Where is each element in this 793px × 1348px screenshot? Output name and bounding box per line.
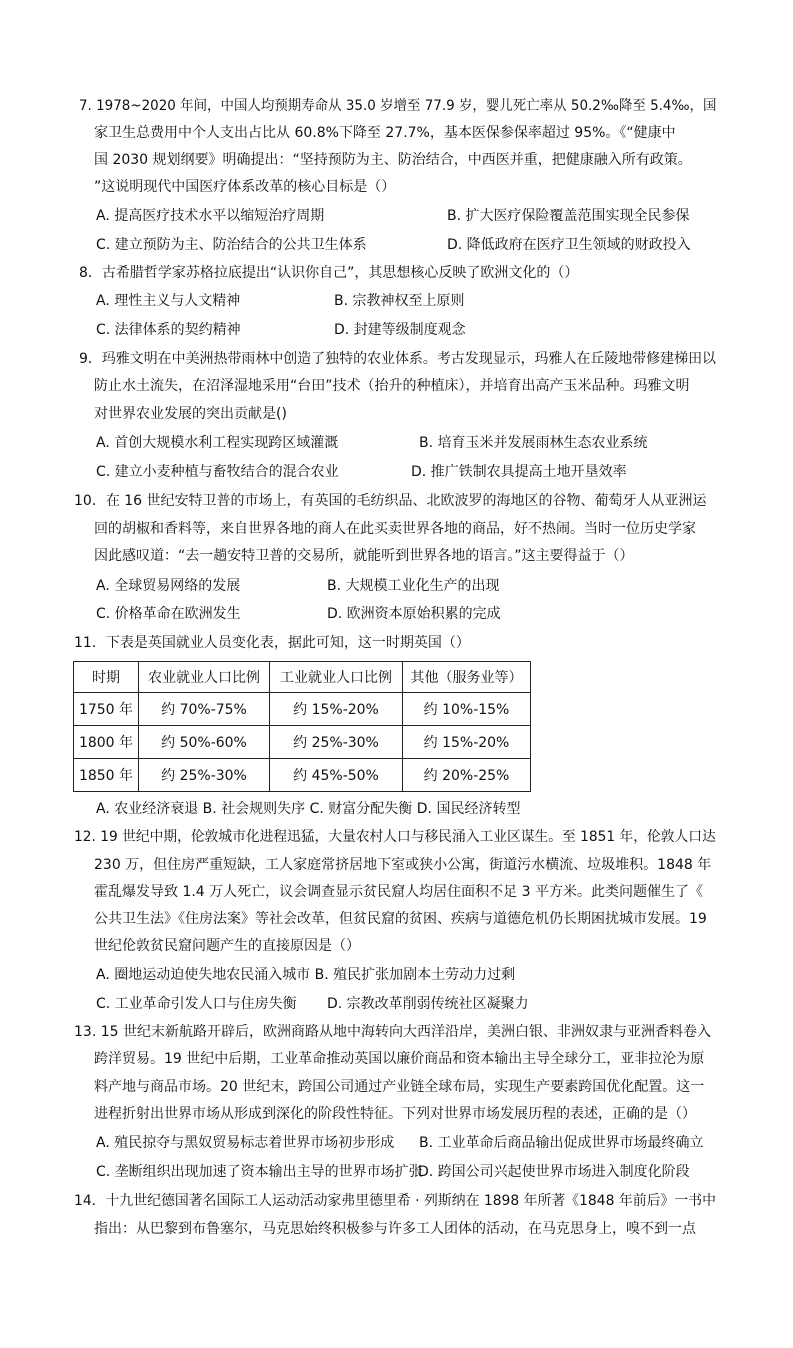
table-cell: 约 15%-20% xyxy=(270,693,403,726)
q7-option-c: C. 建立预防为主、防治结合的公共卫生体系 xyxy=(96,237,367,253)
q9-line-2: 防止水土流失，在沼泽湿地采用“台田”技术（抬升的种植床），并培育出高产玉米品种。玛雅文明 xyxy=(94,378,690,394)
table-cell: 约 45%-50% xyxy=(270,759,403,792)
q8-line-1: 8．古希腊哲学家苏格拉底提出“认识你自己”，其思想核心反映了欧洲文化的（） xyxy=(79,265,579,281)
q7-line-4: ”这说明现代中国医疗体系改革的核心目标是（） xyxy=(94,179,396,195)
q12-line-2: 230 万，但住房严重短缺，工人家庭常挤居地下室或狭小公寓，街道污水横流、垃圾堆积。1848 年 xyxy=(94,857,712,873)
q12-line-4: 公共卫生法》《住房法案》等社会改革，但贫民窟的贫困、疾病与道德危机仍长期困扰城市发展。19 xyxy=(94,911,707,927)
q10-line-3: 因此感叹道：“去一趟安特卫普的交易所，就能听到世界各地的语言。”这主要得益于（） xyxy=(94,548,634,564)
q13-line-2: 跨洋贸易。19 世纪中后期，工业革命推动英国以廉价商品和资本输出主导全球分工，亚非拉沦为原 xyxy=(94,1051,705,1067)
q10-option-d: D. 欧洲资本原始积累的完成 xyxy=(327,606,501,622)
q7-line-3: 国 2030 规划纲要》明确提出：“坚持预防为主、防治结合，中西医并重，把健康融入所有政策。 xyxy=(94,152,692,168)
q8-option-a: A. 理性主义与人文精神 xyxy=(96,293,241,309)
q7-option-b: B. 扩大医疗保险覆盖范围实现全民参保 xyxy=(447,208,690,224)
q9-option-c: C. 建立小麦种植与畜牧结合的混合农业 xyxy=(96,464,339,480)
table-cell: 约 70%-75% xyxy=(139,693,270,726)
q13-option-a: A. 殖民掠夺与黑奴贸易标志着世界市场初步形成 xyxy=(96,1135,395,1151)
table-cell: 约 10%-15% xyxy=(403,693,531,726)
table-cell: 1800 年 xyxy=(74,726,139,759)
q7-option-d: D. 降低政府在医疗卫生领域的财政投入 xyxy=(447,237,691,253)
table-cell: 1750 年 xyxy=(74,693,139,726)
table-header-cell: 时期 xyxy=(74,662,139,693)
table-header-row xyxy=(74,662,531,693)
q12-line-1: 12. 19 世纪中期，伦敦城市化进程迅猛，大量农村人口与移民涌入工业区谋生。至 1851 年，伦敦人口达 xyxy=(74,829,716,845)
table-cell: 约 50%-60% xyxy=(139,726,270,759)
q14-line-2: 指出：从巴黎到布鲁塞尔，马克思始终积极参与许多工人团体的活动，在马克思身上，嗅不到一点 xyxy=(94,1221,696,1237)
q9-line-3: 对世界农业发展的突出贡献是() xyxy=(94,406,287,422)
q12-option-d: D. 宗教改革削弱传统社区凝聚力 xyxy=(327,996,529,1012)
table-cell: 约 25%-30% xyxy=(270,726,403,759)
q11-options: A. 农业经济衰退 B. 社会规则失序 C. 财富分配失衡 D. 国民经济转型 xyxy=(96,801,521,817)
q12-option-ab: A. 圈地运动迫使失地农民涌入城市 B. 殖民扩张加剧本土劳动力过剩 xyxy=(96,967,516,983)
q10-line-1: 10．在 16 世纪安特卫普的市场上，有英国的毛纺织品、北欧波罗的海地区的谷物、葡萄牙人从亚洲运 xyxy=(74,493,707,509)
q13-option-b: B. 工业革命后商品输出促成世界市场最终确立 xyxy=(419,1135,704,1151)
q8-option-c: C. 法律体系的契约精神 xyxy=(96,322,241,338)
table-cell: 1850 年 xyxy=(74,759,139,792)
employment-table xyxy=(73,661,531,792)
q10-option-c: C. 价格革命在欧洲发生 xyxy=(96,606,241,622)
q12-option-c: C. 工业革命引发人口与住房失衡 xyxy=(96,996,297,1012)
q10-line-2: 回的胡椒和香料等，来自世界各地的商人在此买卖世界各地的商品，好不热闹。当时一位历史学家 xyxy=(94,521,696,537)
q9-option-b: B. 培育玉米并发展雨林生态农业系统 xyxy=(419,435,648,451)
q9-option-a: A. 首创大规模水利工程实现跨区域灌溉 xyxy=(96,435,339,451)
q7-option-a: A. 提高医疗技术水平以缩短治疗周期 xyxy=(96,208,325,224)
q12-line-5: 世纪伦敦贫民窟问题产生的直接原因是（） xyxy=(94,938,360,954)
table-row xyxy=(74,759,531,792)
table-row xyxy=(74,726,531,759)
q10-option-a: A. 全球贸易网络的发展 xyxy=(96,578,241,594)
q13-line-3: 料产地与商品市场。20 世纪末，跨国公司通过产业链全球布局，实现生产要素跨国优化配置。这一 xyxy=(94,1079,705,1095)
q14-line-1: 14．十九世纪德国著名国际工人运动活动家弗里德里希 · 列斯纳在 1898 年所著《1848 年前后》一书中 xyxy=(74,1193,716,1209)
q8-option-d: D. 封建等级制度观念 xyxy=(334,322,466,338)
q13-line-4: 进程折射出世界市场从形成到深化的阶段性特征。下列对世界市场发展历程的表述，正确的是（） xyxy=(94,1106,696,1122)
q12-line-3: 霍乱爆发导致 1.4 万人死亡，议会调查显示贫民窟人均居住面积不足 3 平方米。此类问题催生了《 xyxy=(94,884,703,900)
table-row xyxy=(74,693,531,726)
q9-option-d: D. 推广铁制农具提高土地开垦效率 xyxy=(411,464,627,480)
table-cell: 约 20%-25% xyxy=(403,759,531,792)
table-header-cell: 农业就业人口比例 xyxy=(139,662,270,693)
q13-option-c: C. 垄断组织出现加速了资本输出主导的世界市场扩张 xyxy=(96,1164,423,1180)
table-header-cell: 工业就业人口比例 xyxy=(270,662,403,693)
table-cell: 约 15%-20% xyxy=(403,726,531,759)
q10-option-b: B. 大规模工业化生产的出现 xyxy=(327,578,500,594)
q7-line-2: 家卫生总费用中个人支出占比从 60.8%下降至 27.7%，基本医保参保率超过 95%。《“健康中 xyxy=(94,125,676,141)
q11-line-1: 11．下表是英国就业人员变化表，据此可知，这一时期英国（） xyxy=(74,635,470,651)
table-header-cell: 其他（服务业等） xyxy=(403,662,531,693)
q8-option-b: B. 宗教神权至上原则 xyxy=(334,293,465,309)
table-cell: 约 25%-30% xyxy=(139,759,270,792)
q13-option-d: D. 跨国公司兴起使世界市场进入制度化阶段 xyxy=(418,1164,690,1180)
q7-line-1: 7. 1978~2020 年间，中国人均预期寿命从 35.0 岁增至 77.9 岁，婴儿死亡率从 50.2‰降至 5.4‰，国 xyxy=(79,98,717,114)
q13-line-1: 13. 15 世纪末新航路开辟后，欧洲商路从地中海转向大西洋沿岸，美洲白银、非洲奴隶与亚洲香料卷入 xyxy=(74,1024,711,1040)
q9-line-1: 9．玛雅文明在中美洲热带雨林中创造了独特的农业体系。考古发现显示，玛雅人在丘陵地带修建梯田以 xyxy=(79,351,716,367)
